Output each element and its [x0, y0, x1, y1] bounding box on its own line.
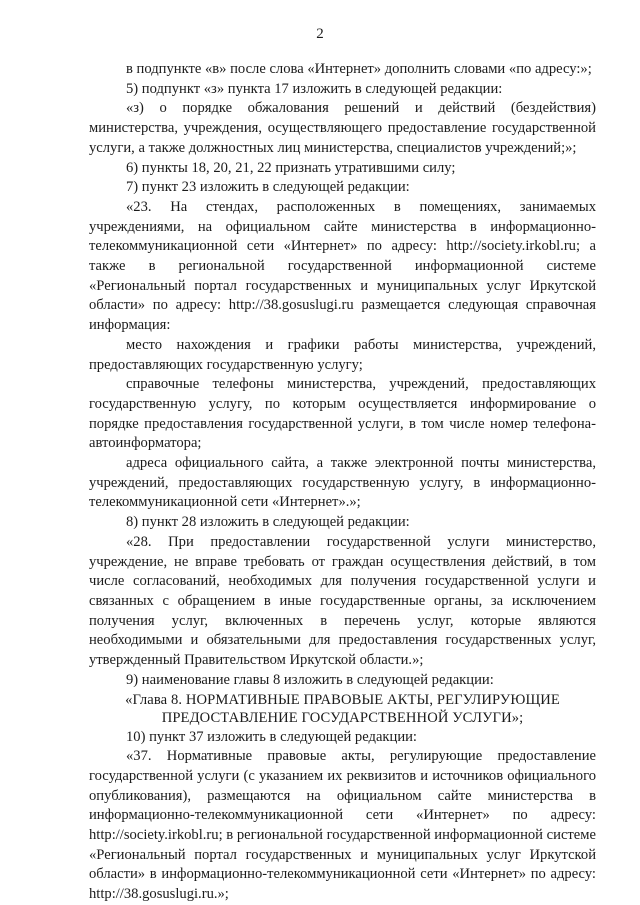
paragraph-point-28-text: «28. При предоставлении государственной услуги министерство, учреждение, не вправе требовать от граждан осуществления действий, в том числе согласований, необходимых для получения государственной услуги и связанных с обращением в иные государственные органы, за исключением получения услуг, включенных в перечень услуг, которые являются необходимыми и обязательными для предоставления государственных услуг, утвержденный Правительством Иркутской области.»; [89, 533, 596, 669]
paragraph-item-8: 8) пункт 28 изложить в следующей редакции: [126, 514, 410, 531]
paragraph-item-5: 5) подпункт «з» пункта 17 изложить в следующей редакции: [126, 80, 503, 97]
chapter-8-heading: «Глава 8. НОРМАТИВНЫЕ ПРАВОВЫЕ АКТЫ, РЕГУЛИРУЮЩИЕ ПРЕДОСТАВЛЕНИЕ ГОСУДАРСТВЕННОЙ УСЛУГИ»; [125, 691, 560, 726]
paragraph-item-6: 6) пункты 18, 20, 21, 22 признать утратившими силу; [126, 159, 456, 176]
paragraph-point-23-text: «23. На стендах, расположенных в помещениях, занимаемых учреждениями, на официальном сайте министерства в информационно-телекоммуникационной сети «Интернет» по адресу: http://society.irkobl.ru; а также в региональной государственной информационной системе «Региональный портал государственных и муниципальных услуг Иркутской области» по адресу: http://38.gosuslugi.ru размещается следующая справочная информация: [89, 198, 596, 334]
page-number: 2 [316, 26, 324, 42]
paragraph-reference-phones: справочные телефоны министерства, учреждений, предоставляющих государственную услугу, по которым осуществляется информирование о порядке предоставления государственной услуги, в том числе номер телефона-автоинформатора; [89, 376, 596, 452]
paragraph-point-37-text: «37. Нормативные правовые акты, регулирующие предоставление государственной услуги (с указанием их реквизитов и источников официального опубликования), размещаются на официальном сайте министерства в информационно-телекоммуникационной сети «Интернет» по адресу: http://society.irkobl.ru; в региональной государственной информационной системе «Региональный портал государственных и муниципальных услуг Иркутской области» в информационно-телекоммуникационной сети «Интернет» по адресу: http://38.gosuslugi.ru.»; [89, 748, 596, 903]
paragraph-subpoint-z-text: «з) о порядке обжалования решений и действий (бездействия) министерства, учреждения, осуществляющего предоставление государственной услуги, а также должностных лиц министерства, специалистов учреждений;»; [89, 100, 596, 156]
document-body [89, 60, 596, 905]
paragraph-subpoint-v-amendment: в подпункте «в» после слова «Интернет» дополнить словами «по адресу:»; [126, 61, 592, 77]
paragraph-item-10: 10) пункт 37 изложить в следующей редакции: [126, 728, 417, 745]
paragraph-item-9: 9) наименование главы 8 изложить в следующей редакции: [126, 671, 494, 688]
paragraph-item-7: 7) пункт 23 изложить в следующей редакции: [126, 179, 410, 196]
paragraph-location-schedule: место нахождения и графики работы министерства, учреждений, предоставляющих государственную услугу; [89, 336, 596, 373]
paragraph-website-email: адреса официального сайта, а также электронной почты министерства, учреждений, предоставляющих государственную услугу, в информационно-телекоммуникационной сети «Интернет».»; [89, 455, 596, 511]
